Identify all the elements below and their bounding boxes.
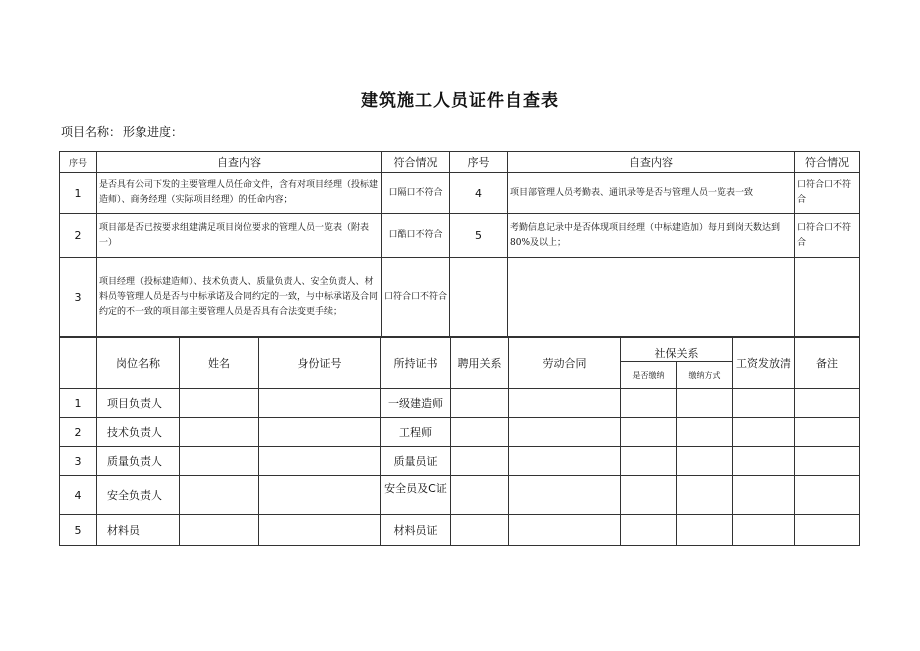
id-cell[interactable]: [259, 389, 381, 418]
id-cell[interactable]: [259, 515, 381, 546]
social-paid-cell[interactable]: [621, 476, 677, 515]
table-row: [60, 515, 860, 546]
staff-no: 1: [60, 389, 97, 418]
social-method-cell[interactable]: [677, 476, 733, 515]
header-wage: 工资发放清: [733, 337, 795, 389]
name-cell[interactable]: [180, 389, 259, 418]
staff-cert: 一级建造师: [381, 389, 451, 418]
header-social: 社保关系: [621, 337, 733, 362]
item-no: 4: [450, 173, 508, 214]
header-position: 岗位名称: [97, 337, 180, 389]
project-name-label: 项目名称：: [61, 125, 122, 139]
social-paid-cell[interactable]: [621, 418, 677, 447]
social-method-cell[interactable]: [677, 389, 733, 418]
name-cell[interactable]: [180, 418, 259, 447]
staff-cert: 质量员证: [381, 447, 451, 476]
employment-cell[interactable]: [451, 418, 509, 447]
wage-cell[interactable]: [733, 418, 795, 447]
item-status[interactable]: 口符合口不符合: [382, 258, 450, 338]
staff-no: 2: [60, 418, 97, 447]
item-no: 5: [450, 214, 508, 258]
id-cell[interactable]: [259, 418, 381, 447]
wage-cell[interactable]: [733, 515, 795, 546]
employment-cell[interactable]: [451, 447, 509, 476]
table-row: [60, 476, 860, 515]
wage-cell[interactable]: [733, 447, 795, 476]
item-content: 考勤信息记录中是否体现项目经理（中标建造加）每月到岗天数达到80%及以上；: [508, 214, 795, 258]
employment-cell[interactable]: [451, 515, 509, 546]
header-content: 自查内容: [97, 152, 382, 173]
staff-no: 5: [60, 515, 97, 546]
contract-cell[interactable]: [509, 389, 621, 418]
self-check-table: [59, 151, 860, 338]
item-no: 3: [60, 258, 97, 338]
staff-table: [59, 336, 860, 546]
item-status[interactable]: 口符合口不符合: [795, 214, 860, 258]
name-cell[interactable]: [180, 476, 259, 515]
empty-cell: [508, 258, 795, 338]
header-social-paid: 是否缴纳: [621, 362, 677, 389]
item-content: 项目部管理人员考勤表、通讯录等是否与管理人员一览表一致: [508, 173, 795, 214]
item-no: 1: [60, 173, 97, 214]
staff-cert: 安全员及C证: [381, 476, 451, 515]
contract-cell[interactable]: [509, 447, 621, 476]
header-remark: 备注: [795, 337, 860, 389]
page-title: 建筑施工人员证件自查表: [361, 91, 559, 111]
header-blank: [60, 337, 97, 389]
empty-cell: [450, 258, 508, 338]
employment-cell[interactable]: [451, 476, 509, 515]
header-employment: 聘用关系: [451, 337, 509, 389]
employment-cell[interactable]: [451, 389, 509, 418]
social-method-cell[interactable]: [677, 418, 733, 447]
item-status[interactable]: 口酷口不符合: [382, 214, 450, 258]
remark-cell[interactable]: [795, 447, 860, 476]
remark-cell[interactable]: [795, 476, 860, 515]
social-method-cell[interactable]: [677, 515, 733, 546]
staff-cert: 材料员证: [381, 515, 451, 546]
staff-position: 安全负责人: [97, 476, 180, 515]
table-row: [60, 389, 860, 418]
header-social-method: 缴纳方式: [677, 362, 733, 389]
name-cell[interactable]: [180, 515, 259, 546]
contract-cell[interactable]: [509, 418, 621, 447]
table-row: [60, 447, 860, 476]
empty-cell: [795, 258, 860, 338]
header-status-2: 符合情况: [795, 152, 860, 173]
item-no: 2: [60, 214, 97, 258]
social-method-cell[interactable]: [677, 447, 733, 476]
staff-cert: 工程师: [381, 418, 451, 447]
item-status[interactable]: 口隔口不符合: [382, 173, 450, 214]
contract-cell[interactable]: [509, 476, 621, 515]
table-header-row: [60, 152, 860, 173]
staff-position: 材料员: [97, 515, 180, 546]
item-status[interactable]: 口符合口不符合: [795, 173, 860, 214]
table-row: [60, 418, 860, 447]
remark-cell[interactable]: [795, 515, 860, 546]
item-content: 项目经理（投标建造师）、技术负责人、质量负责人、安全负责人、材料员等管理人员是否与中标承诺及合同约定的一致，与中标承诺及合同约定的不一致的项目部主要管理人员是否具有合法变更手续；: [97, 258, 382, 338]
header-name: 姓名: [180, 337, 259, 389]
staff-no: 3: [60, 447, 97, 476]
item-content: 是否具有公司下发的主要管理人员任命文件，含有对项目经理（投标建造师）、商务经理（实际项目经理）的任命内容；: [97, 173, 382, 214]
header-content-2: 自查内容: [508, 152, 795, 173]
header-status: 符合情况: [382, 152, 450, 173]
header-seq: 序号: [60, 152, 97, 173]
staff-header-row: [60, 337, 860, 362]
table-row: [60, 258, 860, 338]
social-paid-cell[interactable]: [621, 389, 677, 418]
staff-position: 技术负责人: [97, 418, 180, 447]
wage-cell[interactable]: [733, 389, 795, 418]
progress-label: 形象进度：: [123, 125, 184, 139]
remark-cell[interactable]: [795, 418, 860, 447]
header-cert: 所持证书: [381, 337, 451, 389]
name-cell[interactable]: [180, 447, 259, 476]
header-seq-2: 序号: [450, 152, 508, 173]
staff-position: 质量负责人: [97, 447, 180, 476]
header-contract: 劳动合同: [509, 337, 621, 389]
staff-no: 4: [60, 476, 97, 515]
social-paid-cell[interactable]: [621, 447, 677, 476]
table-row: [60, 214, 860, 258]
contract-cell[interactable]: [509, 515, 621, 546]
id-cell[interactable]: [259, 447, 381, 476]
table-row: [60, 173, 860, 214]
remark-cell[interactable]: [795, 389, 860, 418]
id-cell[interactable]: [259, 476, 381, 515]
project-info: [61, 123, 185, 140]
staff-position: 项目负责人: [97, 389, 180, 418]
item-content: 项目部是否已按要求组建满足项目岗位要求的管理人员一览表（附表一）: [97, 214, 382, 258]
header-id: 身份证号: [259, 337, 381, 389]
wage-cell[interactable]: [733, 476, 795, 515]
social-paid-cell[interactable]: [621, 515, 677, 546]
